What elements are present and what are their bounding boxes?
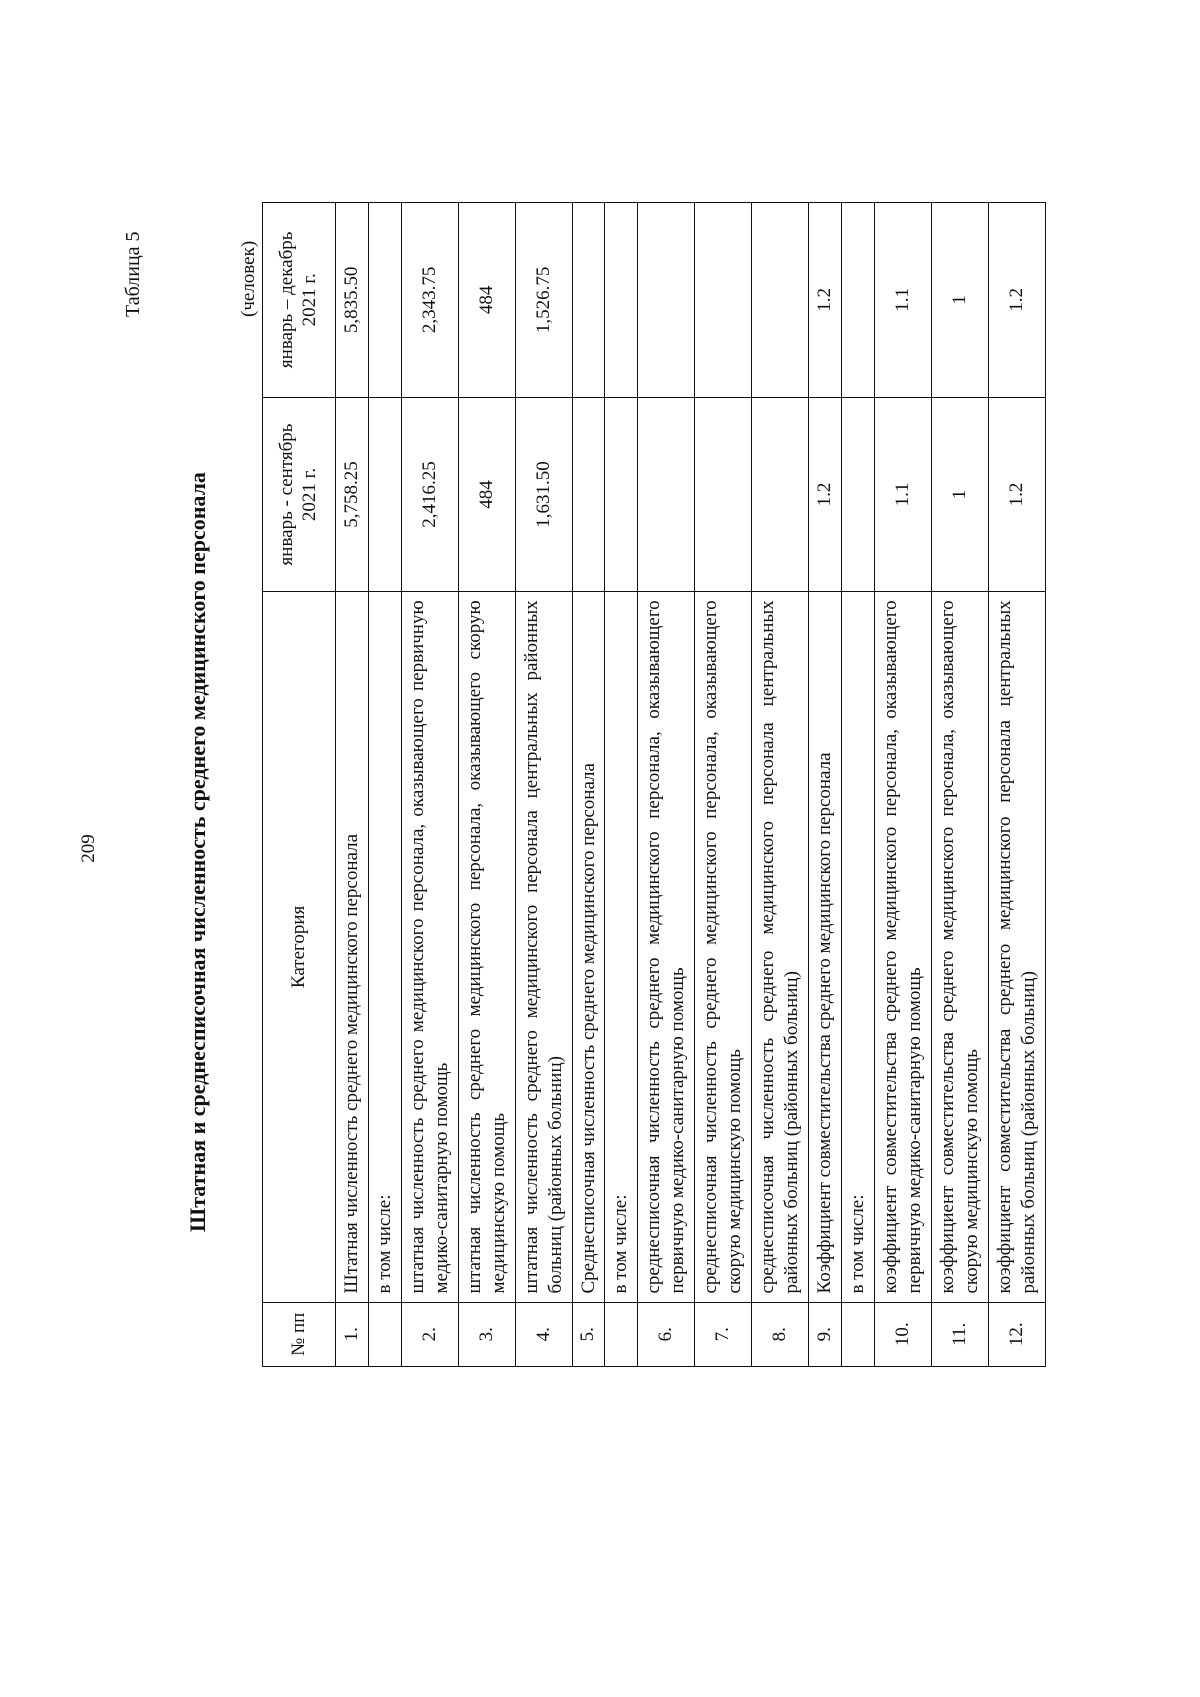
- table-header-row: [263, 203, 336, 1367]
- table-row: [874, 203, 931, 1367]
- row-value-period-1: 1.2: [809, 397, 842, 592]
- table-row: [458, 203, 515, 1367]
- table-row: [809, 203, 842, 1367]
- row-category: штатная численность среднего медицинского персонала, оказывающего первичную медико-санитарную помощь: [401, 592, 458, 1302]
- row-value-period-2: [638, 203, 695, 398]
- row-category: в том числе:: [368, 592, 401, 1302]
- row-value-period-1: [572, 397, 605, 592]
- row-category: Штатная численность среднего медицинского персонала: [336, 592, 369, 1302]
- row-value-period-1: 5,758.25: [336, 397, 369, 592]
- table-row: [368, 203, 401, 1367]
- row-category: штатная численность среднего медицинского персонала, оказывающего скорую медицинскую помощь: [458, 592, 515, 1302]
- table-row: [515, 203, 572, 1367]
- table-row: [752, 203, 809, 1367]
- row-category: среднесписочная численность среднего медицинского персонала центральных районных больниц (районных больниц): [752, 592, 809, 1302]
- row-number: 11.: [931, 1302, 988, 1366]
- table-row: [401, 203, 458, 1367]
- row-number: 12.: [988, 1302, 1045, 1366]
- row-value-period-1: [368, 397, 401, 592]
- row-number: 7.: [695, 1302, 752, 1366]
- table-row: [988, 203, 1045, 1367]
- row-number: 9.: [809, 1302, 842, 1366]
- row-number: [605, 1302, 638, 1366]
- row-value-period-1: 1.2: [988, 397, 1045, 592]
- row-value-period-2: 5,835.50: [336, 203, 369, 398]
- table-row: [605, 203, 638, 1367]
- row-category: среднесписочная численность среднего медицинского персонала, оказывающего первичную медико-санитарную помощь: [638, 592, 695, 1302]
- row-value-period-2: 1,526.75: [515, 203, 572, 398]
- row-category: коэффициент совместительства среднего медицинского персонала, оказывающего скорую медицинскую помощь: [931, 592, 988, 1302]
- row-value-period-1: [841, 397, 874, 592]
- row-value-period-2: [572, 203, 605, 398]
- header-period-1: январь - сентябрь 2021 г.: [263, 397, 336, 592]
- row-category: коэффициент совместительства среднего медицинского персонала центральных районных больниц (районных больниц): [988, 592, 1045, 1302]
- row-number: 4.: [515, 1302, 572, 1366]
- row-number: 3.: [458, 1302, 515, 1366]
- row-category: Коэффициент совместительства среднего медицинского персонала: [809, 592, 842, 1302]
- staff-table: [262, 202, 1046, 1367]
- row-value-period-2: [605, 203, 638, 398]
- row-value-period-2: 1.2: [988, 203, 1045, 398]
- row-value-period-1: [605, 397, 638, 592]
- table-row: [695, 203, 752, 1367]
- row-number: 6.: [638, 1302, 695, 1366]
- row-value-period-2: [695, 203, 752, 398]
- table-row: [931, 203, 988, 1367]
- row-number: 2.: [401, 1302, 458, 1366]
- row-value-period-2: 2,343.75: [401, 203, 458, 398]
- row-number: 1.: [336, 1302, 369, 1366]
- row-value-period-1: 1,631.50: [515, 397, 572, 592]
- header-num: № пп: [263, 1302, 336, 1366]
- row-value-period-2: 1.1: [874, 203, 931, 398]
- row-number: 10.: [874, 1302, 931, 1366]
- table-row: [572, 203, 605, 1367]
- table-number: Таблица 5: [122, 231, 144, 317]
- table-title: Штатная и среднесписочная численность среднего медицинского персонала: [185, 472, 210, 1232]
- row-number: [841, 1302, 874, 1366]
- row-category: в том числе:: [841, 592, 874, 1302]
- row-number: 8.: [752, 1302, 809, 1366]
- row-value-period-1: [638, 397, 695, 592]
- header-period-2: январь – декабрь 2021 г.: [263, 203, 336, 398]
- row-category: штатная численность среднего медицинского персонала центральных районных больниц (районных больниц): [515, 592, 572, 1302]
- row-value-period-2: [752, 203, 809, 398]
- row-number: 5.: [572, 1302, 605, 1366]
- row-value-period-1: [752, 397, 809, 592]
- row-value-period-2: [841, 203, 874, 398]
- table-body: [336, 203, 1046, 1367]
- row-value-period-2: 1.2: [809, 203, 842, 398]
- row-value-period-1: [695, 397, 752, 592]
- header-category: Категория: [263, 592, 336, 1302]
- units-label: (человек): [238, 240, 259, 317]
- page-number: 209: [78, 834, 99, 863]
- row-value-period-2: [368, 203, 401, 398]
- row-number: [368, 1302, 401, 1366]
- row-value-period-1: 1: [931, 397, 988, 592]
- table-row: [638, 203, 695, 1367]
- row-category: коэффициент совместительства среднего медицинского персонала, оказывающего первичную медико-санитарную помощь: [874, 592, 931, 1302]
- row-category: среднесписочная численность среднего медицинского персонала, оказывающего скорую медицинскую помощь: [695, 592, 752, 1302]
- row-value-period-1: 484: [458, 397, 515, 592]
- table-row: [841, 203, 874, 1367]
- row-value-period-2: 1: [931, 203, 988, 398]
- row-category: Среднесписочная численность среднего медицинского персонала: [572, 592, 605, 1302]
- row-value-period-2: 484: [458, 203, 515, 398]
- row-value-period-1: 2,416.25: [401, 397, 458, 592]
- table-row: [336, 203, 369, 1367]
- row-category: в том числе:: [605, 592, 638, 1302]
- row-value-period-1: 1.1: [874, 397, 931, 592]
